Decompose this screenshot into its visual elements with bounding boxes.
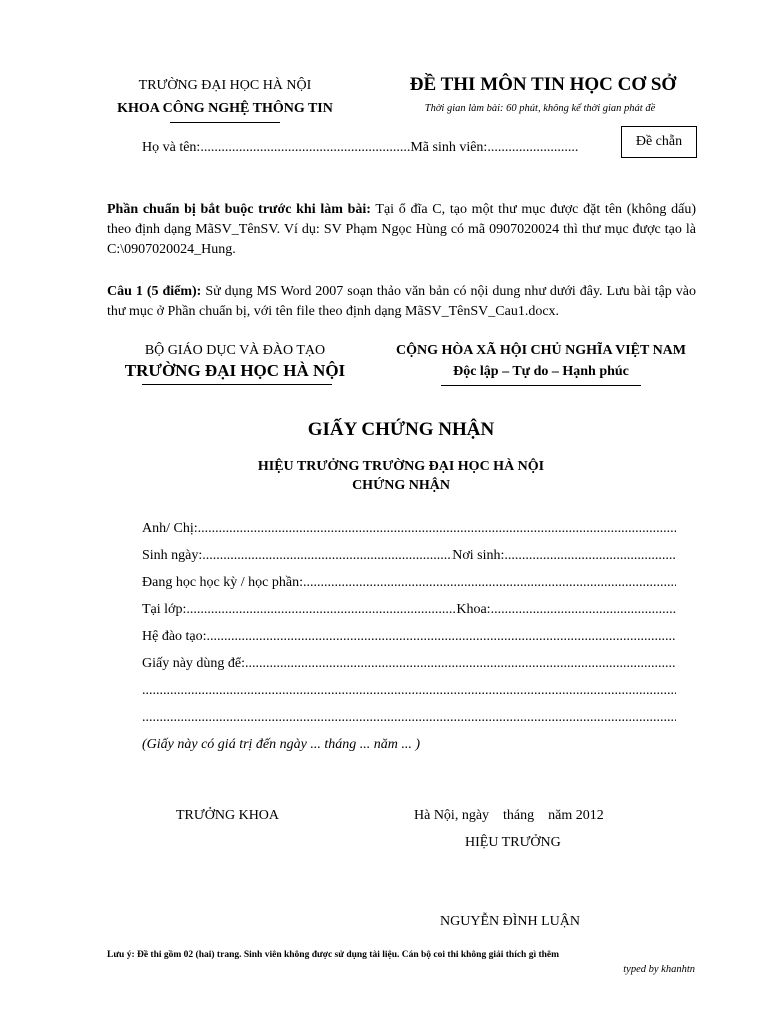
- field-pob-dots: [504, 548, 676, 564]
- field-blank-dots-1: [142, 683, 676, 699]
- header-university: TRƯỜNG ĐẠI HỌC HÀ NỘI: [138, 78, 312, 93]
- student-line: [142, 140, 578, 156]
- field-pob-label: Nơi sinh:: [452, 548, 505, 563]
- field-name-label: Anh/ Chị:: [142, 521, 198, 536]
- field-dob-dots: [202, 548, 452, 564]
- cert-university-underline: [142, 384, 332, 385]
- field-dob-row: [142, 548, 676, 564]
- dean-title: TRƯỞNG KHOA: [176, 808, 280, 823]
- field-purpose-label: Giấy này dùng để:: [142, 656, 246, 671]
- cert-university: TRƯỜNG ĐẠI HỌC HÀ NỘI: [124, 361, 346, 380]
- field-blank-row-2: [142, 710, 676, 726]
- footer-note: Lưu ý: Đề thi gồm 02 (hai) trang. Sinh viên không được sử dụng tài liệu. Cán bộ coi thi không giải thích gì thêm: [107, 950, 560, 960]
- field-faculty-label: Khoa:: [456, 602, 491, 617]
- field-blank-dots-2: [142, 710, 676, 726]
- field-semester-label: Đang học học kỳ / học phần:: [142, 575, 303, 590]
- cert-validity: (Giấy này có giá trị đến ngày ... tháng ... năm ... ): [142, 737, 421, 752]
- rector-title: HIỆU TRƯỞNG: [465, 835, 561, 850]
- field-purpose-row: [142, 656, 676, 672]
- exam-title: ĐỀ THI MÔN TIN HỌC CƠ SỞ: [409, 74, 677, 95]
- prep-text: Tại ổ đĩa C, tạo một thư mục được đặt tên (không dấu) theo định dạng MãSV_TênSV. Ví dụ: SV Phạm Ngọc Hùng có mã 0907020024 thì thư mục được tạo là C:\0907020024_Hung.: [107, 202, 697, 257]
- cert-republic: CỘNG HÒA XÃ HỘI CHỦ NGHĨA VIỆT NAM: [395, 343, 686, 358]
- student-id-dots: ..........................: [487, 140, 579, 155]
- question-1-paragraph: [107, 282, 696, 322]
- cert-title: GIẤY CHỨNG NHẬN: [307, 419, 495, 440]
- student-id-label: Mã sinh viên:: [410, 140, 488, 155]
- typed-by: typed by khanhtn: [623, 964, 695, 975]
- field-faculty-dots: [491, 602, 676, 618]
- faculty-underline: [170, 122, 280, 123]
- name-dots: ............................................................: [200, 140, 411, 155]
- field-class-dots: [186, 602, 456, 618]
- field-training-row: [142, 629, 676, 645]
- field-name-row: [142, 521, 676, 537]
- exam-time: Thời gian làm bài: 60 phút, không kể thời gian phát đề: [424, 103, 656, 114]
- cert-sub-rector: HIỆU TRƯỞNG TRƯỜNG ĐẠI HỌC HÀ NỘI: [257, 459, 545, 474]
- prep-label: Phần chuẩn bị bắt buộc trước khi làm bài:: [107, 202, 371, 217]
- header-faculty: KHOA CÔNG NGHỆ THÔNG TIN: [117, 101, 333, 116]
- field-name-dots: [198, 521, 676, 537]
- cert-motto-underline: [441, 385, 641, 386]
- question-1-label: Câu 1 (5 điểm):: [107, 284, 202, 299]
- field-dob-label: Sinh ngày:: [142, 548, 203, 563]
- name-label: Họ và tên:: [142, 140, 201, 155]
- field-semester-row: [142, 575, 676, 591]
- field-class-row: [142, 602, 676, 618]
- cert-ministry: BỘ GIÁO DỤC VÀ ĐÀO TẠO: [144, 343, 326, 358]
- rector-name: NGUYỄN ĐÌNH LUẬN: [440, 914, 580, 929]
- field-training-label: Hệ đào tạo:: [142, 629, 207, 644]
- exam-version-box: Đề chẵn: [621, 126, 697, 158]
- cert-motto: Độc lập – Tự do – Hạnh phúc: [453, 364, 629, 379]
- field-purpose-dots: [245, 656, 676, 672]
- place-date: Hà Nội, ngày tháng năm 2012: [414, 808, 604, 823]
- cert-sub-certifies: CHỨNG NHẬN: [352, 478, 450, 493]
- field-training-dots: [207, 629, 676, 645]
- field-blank-row-1: [142, 683, 676, 699]
- field-semester-dots: [303, 575, 676, 591]
- prep-paragraph: [107, 200, 696, 260]
- question-1-text: Sử dụng MS Word 2007 soạn thảo văn bản có nội dung như dưới đây. Lưu bài tập vào thư mục ở Phần chuẩn bị, với tên file theo định dạng MãSV_TênSV_Cau1.docx.: [107, 284, 696, 319]
- field-class-label: Tại lớp:: [142, 602, 187, 617]
